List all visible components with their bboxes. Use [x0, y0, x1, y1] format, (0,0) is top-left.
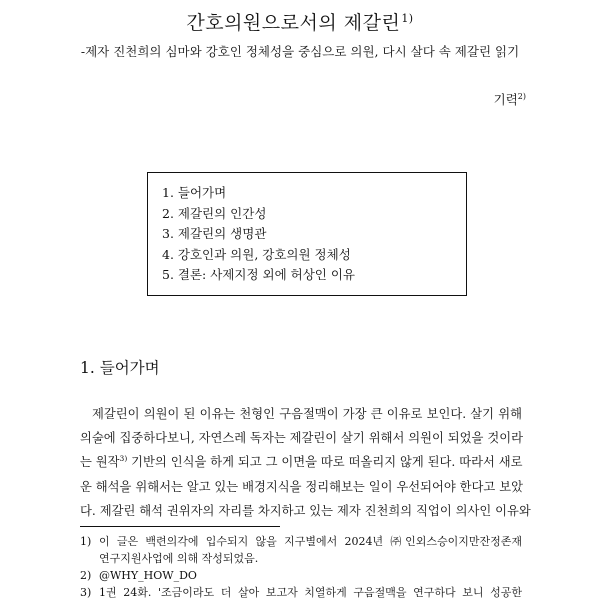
footnote-divider	[80, 526, 280, 527]
toc-item[interactable]: 1. 들어가며	[162, 185, 227, 200]
body-line	[80, 450, 522, 474]
footnote	[80, 533, 522, 567]
document-title	[0, 8, 600, 35]
author-footnote-ref[interactable]: 2)	[517, 91, 526, 101]
footnote-text: 연구지원사업에 의해 작성되었음.	[99, 552, 259, 565]
toc-item[interactable]: 3. 제갈린의 생명관	[162, 226, 267, 241]
toc-list	[162, 183, 452, 286]
footnotes	[80, 533, 522, 601]
body-line: 의술에 집중하다보니, 자연스레 독자는 제갈린이 살기 위해서 의원이 되었을 것이라	[80, 431, 523, 446]
body-line: 다. 제갈린 해석 권위자의 자리를 차지하고 있는 제자 진천희의 직업이 의사인 이유와	[80, 503, 531, 518]
footnote	[80, 584, 522, 601]
title-footnote-ref[interactable]: 1)	[401, 11, 414, 25]
toc-item[interactable]: 2. 제갈린의 인간성	[162, 205, 267, 221]
footnote-number: 1)	[80, 535, 92, 548]
table-of-contents	[147, 172, 467, 296]
document-subtitle: -제자 진천희의 심마와 강호인 정체성을 중심으로 의원, 다시 살다 속 제갈린 읽기	[80, 44, 520, 59]
toc-item[interactable]: 4. 강호인과 의원, 강호의원 정체성	[162, 246, 351, 262]
author-name-text: 기력	[493, 92, 518, 107]
section-heading: 1. 들어가며	[80, 359, 160, 377]
body-paragraph	[80, 402, 531, 523]
author-name	[494, 90, 526, 108]
footnote-text: 이 글은 백련의각에 입수되지 않을 지구별에서 2024년 ㈜인외스승이지만잔정존재	[99, 535, 522, 548]
body-line-text: 는 원작	[80, 455, 120, 470]
footnote-text: @WHY_HOW_DO	[99, 569, 197, 582]
toc-item[interactable]: 5. 결론: 사제지정 외에 허상인 이유	[162, 267, 355, 282]
footnote-number: 3)	[80, 586, 92, 599]
body-line: 제갈린이 의원이 된 이유는 천형인 구음절맥이 가장 큰 이유로 보인다. 살기 위해	[92, 407, 522, 421]
footnote-ref[interactable]: 3)	[119, 454, 128, 464]
document-title-text: 간호의원으로서의 제갈린	[186, 12, 401, 34]
footnote	[80, 567, 522, 584]
footnote-number: 2)	[80, 569, 92, 582]
body-line-text: 기반의 인식을 하게 되고 그 이면을 따로 떠올리지 않게 된다. 따라서 새로	[127, 455, 523, 470]
body-line: 운 해석을 위해서는 알고 있는 배경지식을 정리해보는 일이 우선되어야 한다고 보았	[80, 479, 523, 494]
footnote-text: 1권 24화. '조금이라도 더 살아 보고자 치열하게 구음절맥을 연구하다 보니 성공한	[99, 586, 522, 599]
